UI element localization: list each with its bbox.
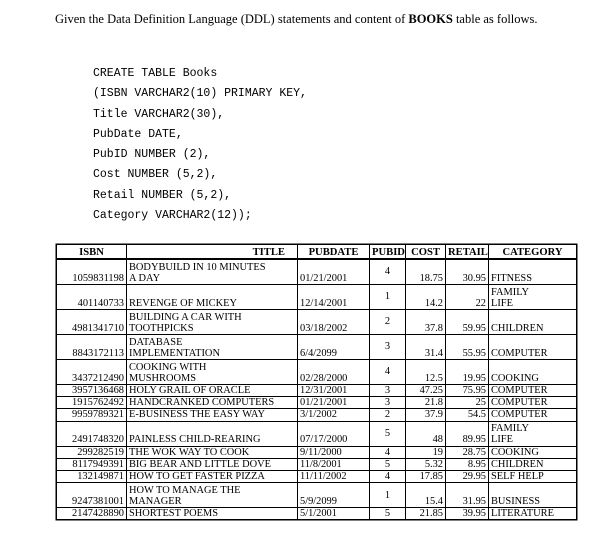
pubid-cell: 5 (370, 508, 406, 520)
title-cell-line: TOOTHPICKS (129, 322, 194, 334)
table-row (57, 310, 577, 335)
cost-cell: 47.25 (406, 385, 446, 397)
title-cell: THE WOK WAY TO COOK (127, 446, 298, 458)
title-cell-line: MUSHROOMS (129, 372, 196, 384)
retail-cell: 55.95 (446, 335, 489, 360)
title-cell-line: BUILDING A CAR WITH (129, 311, 242, 323)
isbn-cell: 3437212490 (57, 360, 127, 385)
title-cell: PAINLESS CHILD-REARING (127, 421, 298, 446)
category-cell: CHILDREN (489, 310, 577, 335)
isbn-cell: 9247381001 (57, 483, 127, 508)
category-cell: COMPUTER (489, 335, 577, 360)
category-cell-line: FAMILY (491, 423, 530, 435)
category-cell-line: FAMILY (491, 286, 530, 298)
ddl-line: Retail NUMBER (5,2), (93, 188, 232, 202)
pubid-cell: 5 (370, 458, 406, 470)
pubid-cell: 2 (370, 409, 406, 421)
pubid-cell: 3 (370, 335, 406, 360)
pubdate-cell: 9/11/2000 (298, 446, 370, 458)
ddl-line: Category VARCHAR2(12)); (93, 209, 252, 223)
category-cell-line: LIFE (491, 434, 513, 446)
category-cell: COMPUTER (489, 409, 577, 421)
category-cell: LITERATURE (489, 508, 577, 520)
category-cell-line: LIFE (491, 297, 513, 309)
isbn-cell: 3957136468 (57, 385, 127, 397)
table-row (57, 471, 577, 483)
pubdate-cell: 11/11/2002 (298, 471, 370, 483)
ddl-line: Title VARCHAR2(30), (93, 107, 225, 121)
pubdate-cell: 01/21/2001 (298, 259, 370, 285)
cost-cell: 12.5 (406, 360, 446, 385)
category-cell: COOKING (489, 446, 577, 458)
title-cell-line: MANAGER (129, 496, 182, 508)
isbn-cell: 2147428890 (57, 508, 127, 520)
pubdate-cell: 03/18/2002 (298, 310, 370, 335)
header-retail: RETAIL (446, 245, 489, 260)
cost-cell: 21.85 (406, 508, 446, 520)
pubid-cell: 4 (370, 360, 406, 385)
title-cell (127, 259, 298, 285)
title-cell-line: COOKING WITH (129, 361, 207, 373)
table-row (57, 508, 577, 520)
title-cell-line: DATABASE (129, 336, 183, 348)
retail-cell: 31.95 (446, 483, 489, 508)
header-cost: COST (406, 245, 446, 260)
category-cell: COMPUTER (489, 385, 577, 397)
pubid-cell: 3 (370, 385, 406, 397)
table-row (57, 360, 577, 385)
isbn-cell: 8843172113 (57, 335, 127, 360)
table-row (57, 285, 577, 310)
table-header-row (57, 245, 577, 260)
table-row (57, 397, 577, 409)
retail-cell: 75.95 (446, 385, 489, 397)
isbn-cell: 2491748320 (57, 421, 127, 446)
ddl-line: PubDate DATE, (93, 127, 183, 141)
pubdate-cell: 12/31/2001 (298, 385, 370, 397)
header-isbn: ISBN (57, 245, 127, 260)
pubdate-cell: 5/1/2001 (298, 508, 370, 520)
pubid-cell: 4 (370, 446, 406, 458)
isbn-cell: 132149871 (57, 471, 127, 483)
cost-cell: 48 (406, 421, 446, 446)
retail-cell: 28.75 (446, 446, 489, 458)
ddl-line: CREATE TABLE Books (93, 67, 218, 80)
title-cell: HOW TO GET FASTER PIZZA (127, 471, 298, 483)
pubdate-cell: 02/28/2000 (298, 360, 370, 385)
intro-text-before: Given the Data Definition Language (DDL) statements and content of (55, 12, 409, 26)
title-cell (127, 310, 298, 335)
title-cell-line: IMPLEMENTATION (129, 347, 220, 359)
title-cell (127, 335, 298, 360)
title-cell: E-BUSINESS THE EASY WAY (127, 409, 298, 421)
retail-cell: 30.95 (446, 259, 489, 285)
category-cell: COMPUTER (489, 397, 577, 409)
title-cell: BIG BEAR AND LITTLE DOVE (127, 458, 298, 470)
title-cell: REVENGE OF MICKEY (127, 285, 298, 310)
isbn-cell: 8117949391 (57, 458, 127, 470)
title-cell-line: A DAY (129, 272, 161, 284)
category-cell: SELF HELP (489, 471, 577, 483)
intro-paragraph (55, 8, 575, 30)
category-cell: COOKING (489, 360, 577, 385)
pubid-cell: 1 (370, 483, 406, 508)
table-row (57, 259, 577, 285)
pubid-cell: 3 (370, 397, 406, 409)
cost-cell: 21.8 (406, 397, 446, 409)
ddl-line: PubID NUMBER (2), (93, 148, 211, 162)
category-cell: FITNESS (489, 259, 577, 285)
ddl-line: Cost NUMBER (5,2), (93, 168, 218, 182)
retail-cell: 22 (446, 285, 489, 310)
isbn-cell: 9959789321 (57, 409, 127, 421)
cost-cell: 18.75 (406, 259, 446, 285)
cost-cell: 31.4 (406, 335, 446, 360)
pubid-cell: 4 (370, 259, 406, 285)
title-cell-line: BODYBUILD IN 10 MINUTES (129, 261, 266, 273)
category-cell: BUSINESS (489, 483, 577, 508)
ddl-line: (ISBN VARCHAR2(10) PRIMARY KEY, (93, 87, 307, 101)
books-table (56, 244, 577, 520)
table-row (57, 385, 577, 397)
header-category: CATEGORY (489, 245, 577, 260)
title-cell-line: HOW TO MANAGE THE (129, 484, 241, 496)
pubdate-cell: 01/21/2001 (298, 397, 370, 409)
cost-cell: 37.9 (406, 409, 446, 421)
pubid-cell: 1 (370, 285, 406, 310)
title-cell (127, 360, 298, 385)
isbn-cell: 299282519 (57, 446, 127, 458)
header-pubdate: PUBDATE (298, 245, 370, 260)
retail-cell: 25 (446, 397, 489, 409)
retail-cell: 39.95 (446, 508, 489, 520)
pubid-cell: 5 (370, 421, 406, 446)
cost-cell: 19 (406, 446, 446, 458)
retail-cell: 29.95 (446, 471, 489, 483)
pubdate-cell: 5/9/2099 (298, 483, 370, 508)
retail-cell: 19.95 (446, 360, 489, 385)
pubdate-cell: 11/8/2001 (298, 458, 370, 470)
isbn-cell: 1059831198 (57, 259, 127, 285)
ddl-code-block (93, 64, 307, 226)
table-row (57, 446, 577, 458)
isbn-cell: 4981341710 (57, 310, 127, 335)
title-cell: HANDCRANKED COMPUTERS (127, 397, 298, 409)
pubid-cell: 2 (370, 310, 406, 335)
cost-cell: 37.8 (406, 310, 446, 335)
pubdate-cell: 3/1/2002 (298, 409, 370, 421)
isbn-cell: 401140733 (57, 285, 127, 310)
category-cell: CHILDREN (489, 458, 577, 470)
title-cell (127, 483, 298, 508)
cost-cell: 15.4 (406, 483, 446, 508)
cost-cell: 17.85 (406, 471, 446, 483)
category-cell (489, 421, 577, 446)
header-pubid: PUBID (370, 245, 406, 260)
retail-cell: 54.5 (446, 409, 489, 421)
header-title: TITLE (127, 245, 298, 260)
pubdate-cell: 12/14/2001 (298, 285, 370, 310)
books-table-body (57, 259, 577, 520)
pubid-cell: 4 (370, 471, 406, 483)
intro-table-name: BOOKS (408, 12, 453, 26)
table-row (57, 458, 577, 470)
table-row (57, 483, 577, 508)
title-cell: SHORTEST POEMS (127, 508, 298, 520)
pubdate-cell: 6/4/2099 (298, 335, 370, 360)
intro-text-after: table as follows. (452, 12, 538, 26)
isbn-cell: 1915762492 (57, 397, 127, 409)
pubdate-cell: 07/17/2000 (298, 421, 370, 446)
cost-cell: 5.32 (406, 458, 446, 470)
retail-cell: 8.95 (446, 458, 489, 470)
title-cell: HOLY GRAIL OF ORACLE (127, 385, 298, 397)
table-row (57, 409, 577, 421)
table-row (57, 421, 577, 446)
retail-cell: 89.95 (446, 421, 489, 446)
retail-cell: 59.95 (446, 310, 489, 335)
category-cell (489, 285, 577, 310)
cost-cell: 14.2 (406, 285, 446, 310)
table-row (57, 335, 577, 360)
